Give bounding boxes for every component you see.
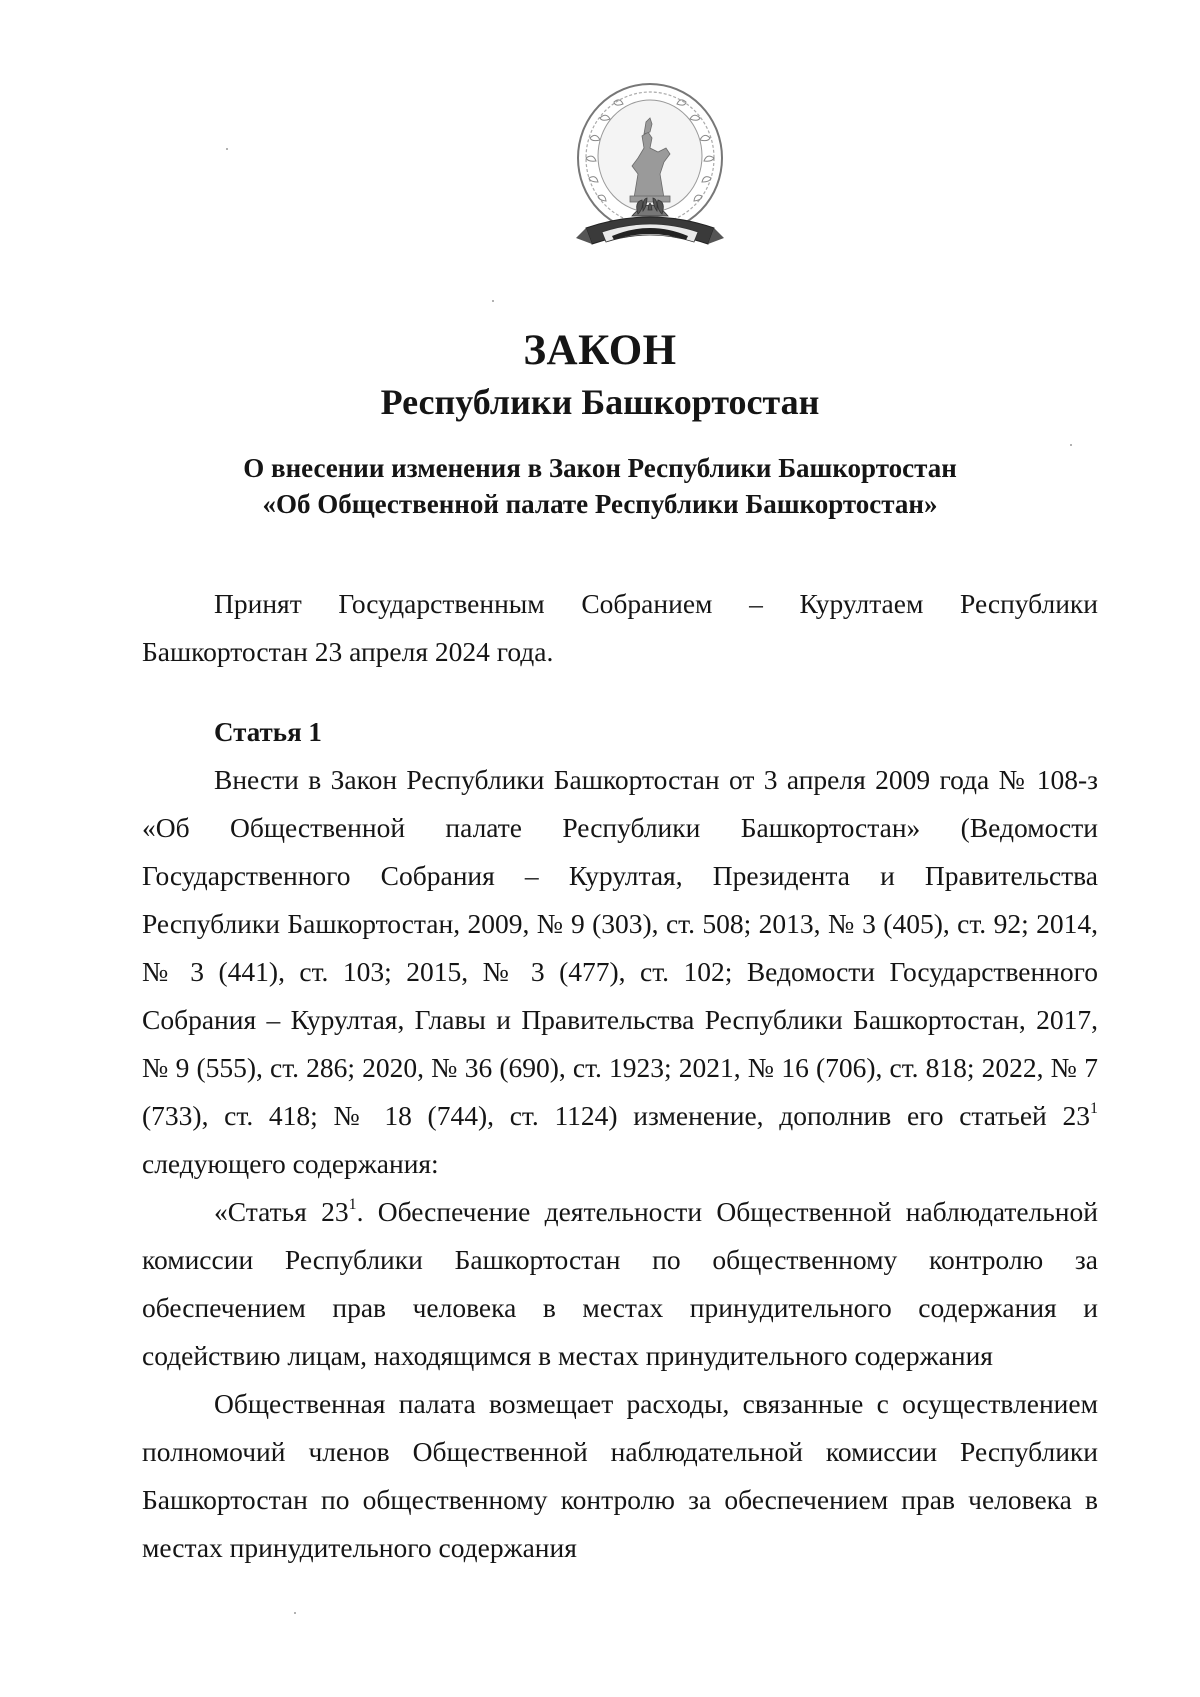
article-1-paragraph-1 <box>142 756 1098 1188</box>
emblem-graphic <box>572 78 728 262</box>
scan-speck <box>492 300 494 302</box>
article-1-body <box>142 756 1098 1572</box>
paragraph-1-tail: следующего содержания: <box>142 1148 439 1179</box>
scan-speck <box>294 1612 296 1614</box>
scan-speck <box>226 148 228 150</box>
article-1-paragraph-2 <box>142 1188 1098 1380</box>
superscript-2: 1 <box>348 1196 357 1213</box>
document-subtitle: Республики Башкортостан <box>380 382 820 422</box>
subject-line-1: О внесении изменения в Закон Республики Башкортостан <box>243 453 957 483</box>
article-1-heading: Статья 1 <box>214 717 322 747</box>
paragraph-2-tail: . Обеспечение деятельности Общественной наблюдательной комиссии Республики Башкортостан по общественному контролю за обеспечением прав человека в местах принудительного содержания и содействию лицам, находящимся в местах принудительного содержания <box>142 1196 1098 1371</box>
document-title: ЗАКОН <box>523 327 677 374</box>
coat-of-arms-emblem <box>572 78 728 262</box>
paragraph-1-text: Внести в Закон Республики Башкортостан от 3 апреля 2009 года № 108-з «Об Общественной палате Республики Башкортостан» (Ведомости Государственного Собрания – Курултая, Президента и Правительства Республики Башкортостан, 2009, № 9 (303), ст. 508; 2013, № 3 (405), ст. 92; 2014, № 3 (441), ст. 103; 2015, № 3 (477), ст. 102; Ведомости Государственного Собрания – Курултая, Главы и Правительства Республики Башкортостан, 2017, № 9 (555), ст. 286; 2020, № 36 (690), ст. 1923; 2021, № 16 (706), ст. 818; 2022, № 7 (733), ст. 418; № 18 (744), ст. 1124) изменение, дополнив его статьей 23 <box>142 764 1098 1131</box>
subject-line-2: «Об Общественной палате Республики Башкортостан» <box>262 489 938 519</box>
paragraph-2-text: «Статья 23 <box>214 1196 349 1227</box>
adoption-text: Принят Государственным Собранием – Курултаем Республики Башкортостан 23 апреля 2024 года. <box>142 588 1098 667</box>
adoption-statement <box>142 580 1098 676</box>
scan-speck <box>1070 444 1072 446</box>
document-subject <box>0 450 1200 522</box>
superscript-1: 1 <box>1090 1100 1098 1117</box>
article-1-paragraph-3: Общественная палата возмещает расходы, связанные с осуществлением полномочий членов Общественной наблюдательной комиссии Республики Башкортостан по общественному контролю за обеспечением прав человека в местах принудительного содержания <box>142 1388 1098 1563</box>
